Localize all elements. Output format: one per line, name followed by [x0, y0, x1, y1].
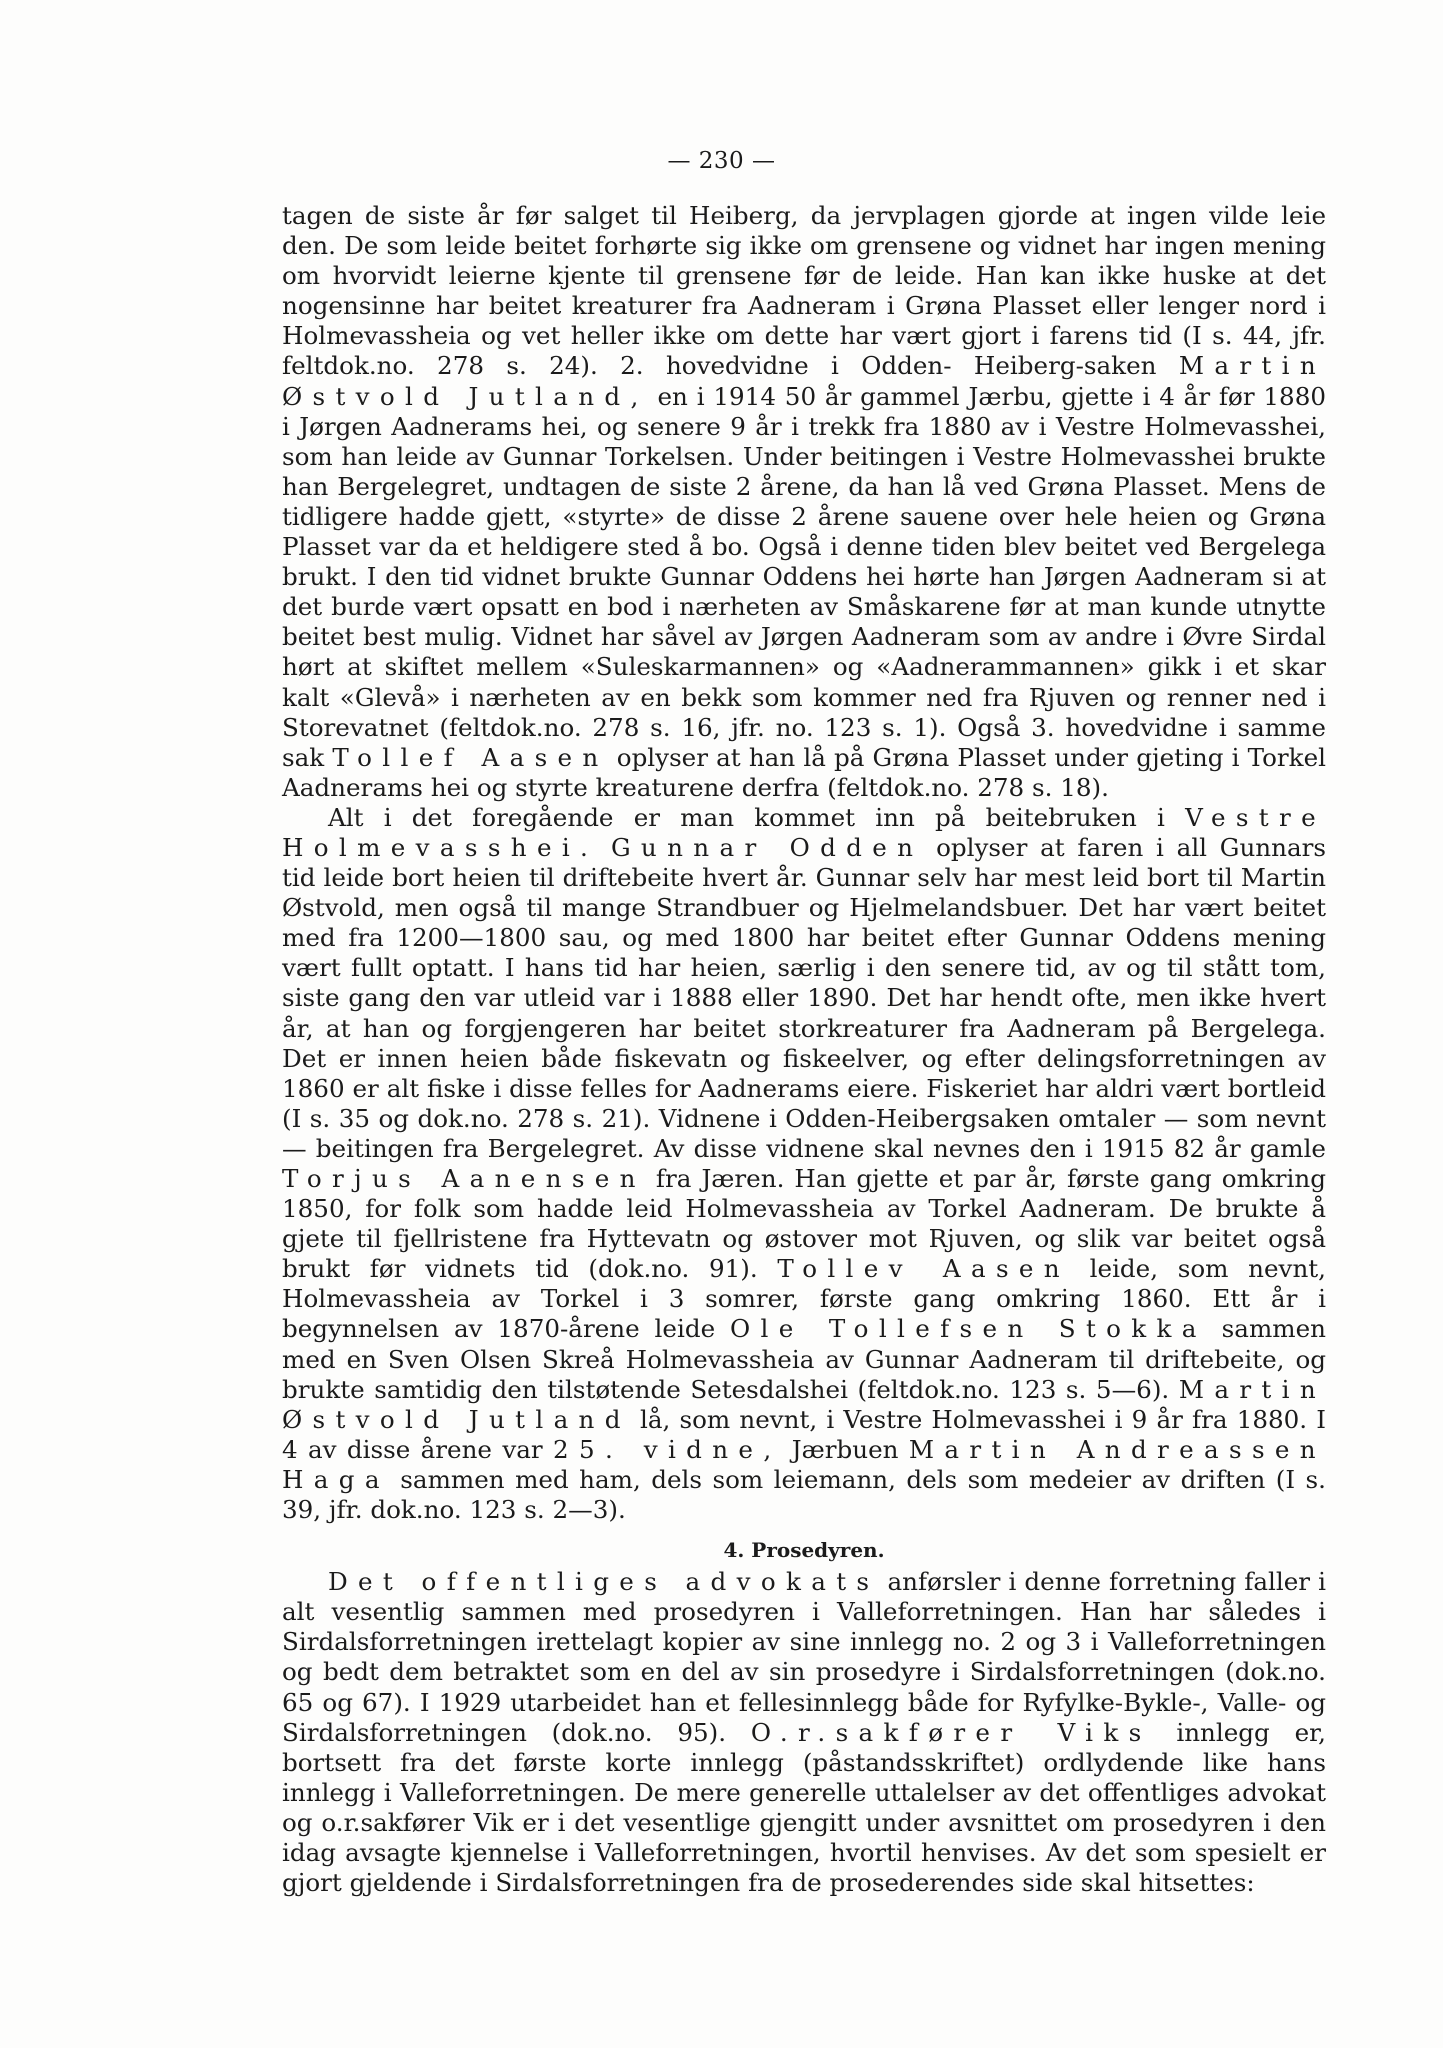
- paragraph-1-text-c: oplyser at han lå på Grøna Plasset under gjeting i Torkel Aadnerams hei og styrte kreaturene derfra (feltdok.no. 278 s. 18).: [282, 742, 1326, 802]
- spaced-name-gunnar-odden: Gunnar Odden: [610, 832, 924, 862]
- spaced-name-martin-ostvold-jutland: Martin Østvold Jutland,: [282, 351, 1326, 411]
- paragraph-2-text-b: [598, 833, 611, 862]
- paragraph-3-text-a: anførsler i denne forretning faller i alt vesentlig sammen med prosedyren i Valleforretningen. Han har således i Sirdalsforretningen irettelagt kopier av sine innlegg no. 2 og 3 i Valleforretningen og bedt dem betraktet som en del av sin prosedyre i Sirdalsforretningen (dok.no. 65 og 67). I 1929 utarbeidet han et fellesinnlegg både for Ryfylke-Bykle-, Valle- og Sirdalsforretningen (dok.no. 95).: [282, 1567, 1327, 1747]
- paragraph-2: [282, 803, 1326, 1525]
- spaced-text-or-sakforer-viks: O.r.sakfører Viks: [750, 1717, 1152, 1747]
- spaced-name-ole-tollefsen-stokka: Ole Tollefsen Stokka: [730, 1314, 1207, 1344]
- page-number: — 230 —: [667, 148, 776, 174]
- spaced-text-det-offentliges-advokats: Det offentliges advokats: [328, 1567, 880, 1597]
- paragraph-2-text-f: sammen med en Sven Olsen Skreå Holmevassheia av Gunnar Aadneram til driftebeite, og brukte samtidig den tilstøtende Setesdalshei (feltdok.no. 123 s. 5—6).: [282, 1314, 1326, 1404]
- paragraph-2-text-c: oplyser at faren i all Gunnars tid leide bort heien til driftebeite hvert år. Gunnar selv har mest leid bort til Martin Østvold, men også til mange Strandbuer og Hjelmelandsbuer. Det har vært beitet med fra 1200—1800 sau, og med 1800 har beitet efter Gunnar Oddens mening vært fullt optatt. I hans tid har heien, særlig i den senere tid, av og til stått tom, siste gang den var utleid var i 1888 eller 1890. Det har hendt ofte, men ikke hvert år, at han og forgjengeren har beitet storkreaturer fra Aadneram på Bergelega. Det er innen heien både fiskevatn og fiskeelver, og efter delingsforretningen av 1860 er alt fiske i disse felles for Aadnerams eiere. Fiskeriet har aldri vært bortleid (I s. 35 og dok.no. 278 s. 21). Vidnene i Odden-Heibergsaken omtaler — som nevnt — beitingen fra Bergelegret. Av disse vidnene skal nevnes den i 1915 82 år gamle: [282, 832, 1327, 1163]
- paragraph-1: [282, 201, 1326, 803]
- paragraph-2-text-i: sammen med ham, dels som leiemann, dels som medeier av driften (I s. 39, jfr. dok.no. 123 s. 2—3).: [282, 1464, 1326, 1525]
- paragraph-2-text-e: leide, som nevnt, Holmevassheia av Torkel i 3 somrer, første gang omkring 1860. Ett år i begynnelsen av 1870-årene leide: [282, 1254, 1326, 1344]
- spaced-name-tollev-aasen: Tollev Aasen: [777, 1254, 1070, 1284]
- paragraph-2-text-g: lå, som nevnt, i Vestre Holmevasshei i 9 år fra 1880. I 4 av disse årene var: [282, 1404, 1326, 1464]
- paragraph-2-text-h: Jærbuen: [781, 1434, 909, 1464]
- spaced-name-martin-ostvold-jutland-2: Martin Østvold Jutland: [282, 1374, 1326, 1434]
- spaced-name-vestre-holmevasshei: Vestre Holmevasshei.: [282, 802, 1326, 862]
- spaced-name-torjus-aanensen: Torjus Aanensen: [282, 1164, 646, 1193]
- spaced-name-tollef-aasen: Tollef Aasen: [332, 742, 609, 772]
- section-heading: 4. Prosedyren.: [723, 1538, 885, 1563]
- paragraph-1-text-b: en i 1914 50 år gammel Jærbu, gjette i 4 år før 1880 i Jørgen Aadnerams hei, og senere 9 år i trekk fra 1880 av i Vestre Holmevasshei, som han leide av Gunnar Torkelsen. Under beitingen i Vestre Holmevasshei brukte han Bergelegret, undtagen de siste 2 årene, da han lå ved Grøna Plasset. Mens de tidligere hadde gjett, «styrte» de disse 2 årene sauene over hele heien og Grøna Plasset var da et heldigere sted å bo. Også i denne tiden blev beitet ved Bergelega brukt. I den tid vidnet brukte Gunnar Oddens hei hørte han Jørgen Aadneram si at det burde vært opsatt en bod i nærheten av Småskarene før at man kunde utnytte beitet best mulig. Vidnet har såvel av Jørgen Aadneram som av andre i Øvre Sirdal hørt at skiftet mellem «Suleskarmannen» og «Aadnerammannen» gikk i et skar kalt «Glevå» i nærheten av en bekk som kommer ned fra Rjuven og renner ned i Storevatnet (feltdok.no. 278 s. 16, jfr. no. 123 s. 1). Også 3. hovedvidne i samme sak: [282, 381, 1326, 772]
- paragraph-3: [282, 1567, 1326, 1898]
- spaced-name-martin-andreassen-haga: Martin Andreassen Haga: [282, 1434, 1326, 1494]
- paragraph-2-text-d: fra Jæren. Han gjette et par år, første gang omkring 1850, for folk som hadde leid Holmevassheia av Torkel Aadneram. De brukte å gjete til fjellristene fra Hyttevatn og østover mot Rjuven, og slik var beitet også brukt før vidnets tid (dok.no. 91).: [282, 1164, 1326, 1284]
- document-body: [282, 201, 1326, 1898]
- paragraph-2-text-a: Alt i det foregående er man kommet inn på beitebruken i: [328, 802, 1186, 832]
- paragraph-3-text-b: innlegg er, bortsett fra det første korte innlegg (påstandsskriftet) ordlydende like hans innlegg i Valleforretningen. De mere generelle uttalelser av det offentliges advokat og o.r.sakfører Vik er i det vesentlige gjengitt under avsnittet om prosedyren i den idag avsagte kjennelse i Valleforretningen, hvortil henvises. Av det som spesielt er gjort gjeldende i Sirdalsforretningen fra de prosederendes side skal hitsettes:: [282, 1717, 1326, 1898]
- paragraph-1-text-a: tagen de siste år før salget til Heiberg, da jervplagen gjorde at ingen vilde leie den. De som leide beitet forhørte sig ikke om grensene og vidnet har ingen mening om hvorvidt leierne kjente til grensene før de leide. Han kan ikke huske at det nogensinne har beitet kreaturer fra Aadneram i Grøna Plasset eller lenger nord i Holmevassheia og vet heller ikke om dette har vært gjort i farens tid (I s. 44, jfr. feltdok.no. 278 s. 24). 2. hovedvidne i Odden- Heiberg-saken: [282, 201, 1326, 381]
- spaced-text-25-vidne: 25. vidne,: [552, 1434, 782, 1464]
